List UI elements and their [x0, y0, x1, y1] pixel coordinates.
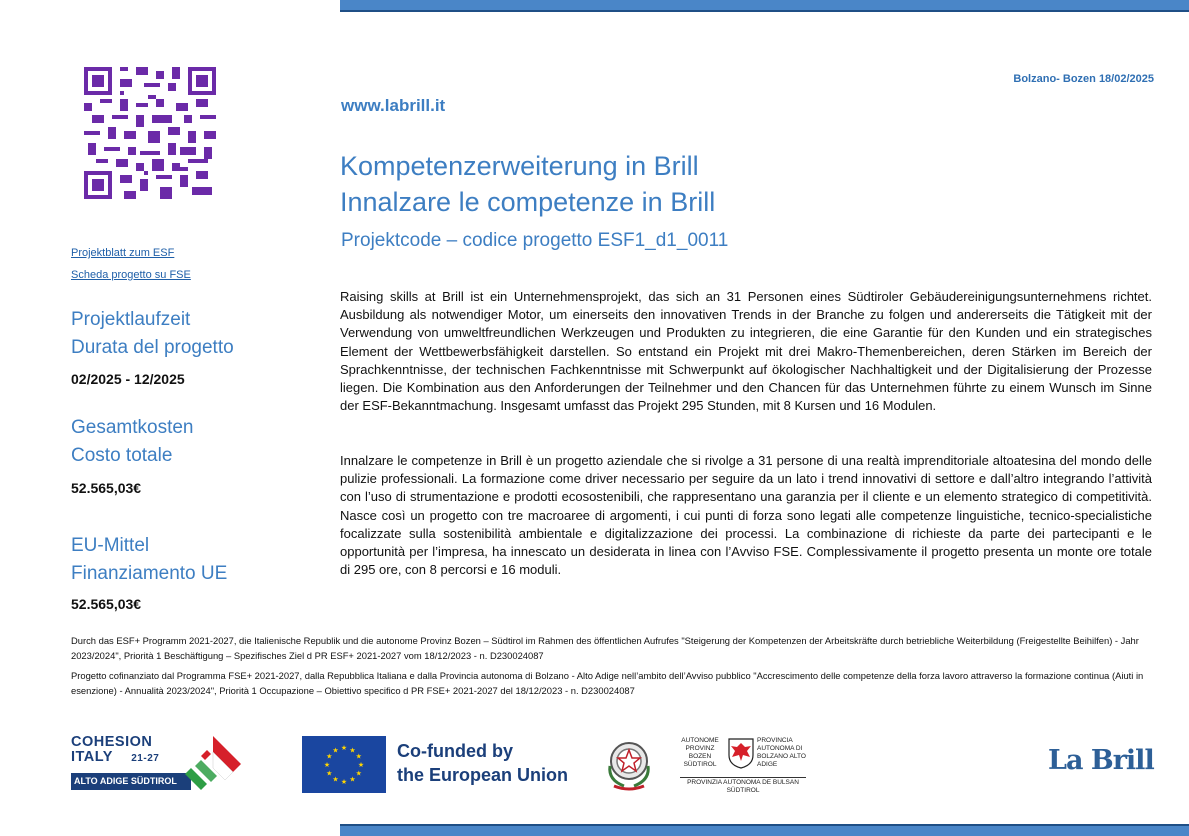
cost-label-it: Costo totale — [71, 445, 173, 466]
province-name-it: PROVINCIA AUTONOMA DI BOLZANO ALTO ADIGE — [757, 737, 806, 768]
cohesion-subtitle: ALTO ADIGE SÜDTIROL — [71, 773, 191, 790]
italian-republic-emblem-icon — [604, 736, 654, 792]
top-accent-bar — [340, 0, 1189, 12]
cohesion-line2: ITALY — [71, 749, 113, 765]
italy-flag-arrows-icon — [183, 734, 243, 792]
qr-code — [84, 67, 216, 199]
eu-star-icon: ★ — [355, 753, 362, 761]
eu-funding-label-de: EU-Mittel — [71, 535, 150, 556]
project-sheet-link-de[interactable]: Projektblatt zum ESF — [71, 247, 175, 259]
eu-star-icon: ★ — [357, 762, 365, 769]
eu-star-icon: ★ — [349, 776, 356, 784]
province-name-lad: PROVINZIA AUTONOMA DE BULSAN SÜDTIROL — [687, 779, 799, 794]
eu-funding-value: 52.565,03€ — [71, 596, 142, 612]
eu-funding-label-it: Finanziamento UE — [71, 563, 228, 584]
eu-line2: the European Union — [397, 765, 568, 785]
project-sheet-link-it[interactable]: Scheda progetto su FSE — [71, 269, 191, 281]
project-code: Projektcode – codice progetto ESF1_d1_0011 — [341, 230, 729, 251]
title-it: Innalzare le competenze in Brill — [340, 187, 716, 217]
province-eagle-icon — [727, 737, 755, 769]
duration-label-de: Projektlaufzeit — [71, 309, 191, 330]
cohesion-years: 21-27 — [131, 753, 160, 764]
page-title — [340, 148, 715, 220]
website-url[interactable]: www.labrill.it — [341, 96, 446, 115]
duration-value: 02/2025 - 12/2025 — [71, 371, 185, 387]
cohesion-italy-logo — [71, 735, 159, 766]
duration-label-it: Durata del progetto — [71, 337, 234, 358]
cost-label-de: Gesamtkosten — [71, 417, 194, 438]
eu-star-icon: ★ — [340, 745, 348, 752]
cost-value: 52.565,03€ — [71, 480, 142, 496]
eu-cofunded-text — [397, 739, 568, 787]
eu-star-icon: ★ — [332, 776, 339, 784]
eu-star-icon: ★ — [326, 770, 333, 778]
title-de: Kompetenzerweiterung in Brill — [340, 151, 699, 181]
funding-note-it: Progetto cofinanziato dal Programma FSE+ 2021-2027, dalla Repubblica Italiana e dalla Provincia autonoma di Bolzano - Alto Adige nell’ambito dell’Avviso pubblico "Accrescimento delle competenze della forza lavoro attraverso la formazione continua (Aiuti in esenzione) - Annualità 2023/2024", Priorità 1 Occupazione – Obiettivo specifico d PR FSE+ 2021-2027 del 18/12/2023 - n. D230024087 — [71, 670, 1144, 696]
funding-note-de: Durch das ESF+ Programm 2021-2027, die Italienische Republik und die autonome Provinz Bozen – Südtirol im Rahmen des öffentlichen Aufrufes "Steigerung der Kompetenzen der Arbeitskräfte durch betriebliche Weiterbildung (Freigestellte Beihilfen) - Jahr 2023/2024", Priorità 1 Beschäftigung – Spezifisches Ziel d PR ESF+ 2021-2027 vom 18/12/2023 - n. D230024087 — [71, 635, 1139, 661]
eu-star-icon: ★ — [323, 762, 331, 769]
eu-funding-label — [71, 532, 227, 588]
description-de: Raising skills at Brill ist ein Unternehmensprojekt, das sich an 31 Personen eines Südtiroler Gebäudereinigungsunternehmens richtet. Ausbildung als notwendiger Motor, um einerseits den innovativen Trends in der Branche zu folgen und andererseits die Tätigkeit mit der Verwendung von umweltfreundlichen Werkzeugen und Produkten zu integrieren, die eine Garantie für den Kunden und ein strategisches Element der Wettbewerbsfähigkeit darstellen. So entstand ein Projekt mit drei Makro-Themenbereichen, deren Stärken im Bereich der Sprachkenntnisse, der technischen Fachkenntnisse mit Schwerpunkt auf ökologischer Nachhaltigkeit und der Digitalisierung der Prozesse liegen. Die Kombination aus den Anforderungen der Teilnehmer und den Chancen für das Unternehmen führte zu einem Wunsch im Sinne der ESF-Bekanntmachung. Insgesamt umfasst das Projekt 295 Stunden, mit 8 Kursen und 16 Modulen. — [340, 289, 1152, 414]
eu-star-icon: ★ — [340, 779, 348, 786]
eu-line1: Co-funded by — [397, 741, 513, 761]
bottom-accent-bar — [340, 824, 1189, 836]
eu-star-icon: ★ — [355, 770, 362, 778]
eu-star-icon: ★ — [332, 747, 339, 755]
eu-flag-icon — [302, 736, 386, 793]
description-it: Innalzare le competenze in Brill è un progetto aziendale che si rivolge a 31 persone di una realtà imprenditoriale altoatesina del mondo delle pulizie professionali. La formazione come driver necessario per seguire da un lato i trend innovativi di settore e dall’altro integrando l’attività con l’uso di strumentazione e prodotti ecosostenibili, che rappresentano una garanzia per il cliente e un elemento strategico di competitività. Nasce così un progetto con tre macroaree di argomenti, i cui punti di forza sono legati alle competenze linguistiche, tecnico-specialistiche focalizzate sulla sostenibilità ambientale e digitalizzazione dei processi. La combinazione di richieste da parte dei partecipanti e le opportunità per l’impresa, ha innescato un desiderata in linea con l’Avviso FSE. Complessivamente il progetto presenta un monte ore totale di 295 ore, con 8 percorsi e 16 moduli. — [340, 453, 1152, 578]
duration-label — [71, 306, 234, 362]
province-divider — [680, 777, 806, 778]
la-brill-logo: La Brill — [1048, 745, 1154, 776]
cohesion-line1: COHESION — [71, 734, 153, 750]
eu-star-icon: ★ — [326, 753, 333, 761]
cost-label — [71, 414, 194, 470]
province-name-de: AUTONOME PROVINZ BOZEN SÜDTIROL — [681, 737, 719, 768]
eu-star-icon: ★ — [349, 747, 356, 755]
document-date: Bolzano- Bozen 18/02/2025 — [1013, 73, 1154, 85]
